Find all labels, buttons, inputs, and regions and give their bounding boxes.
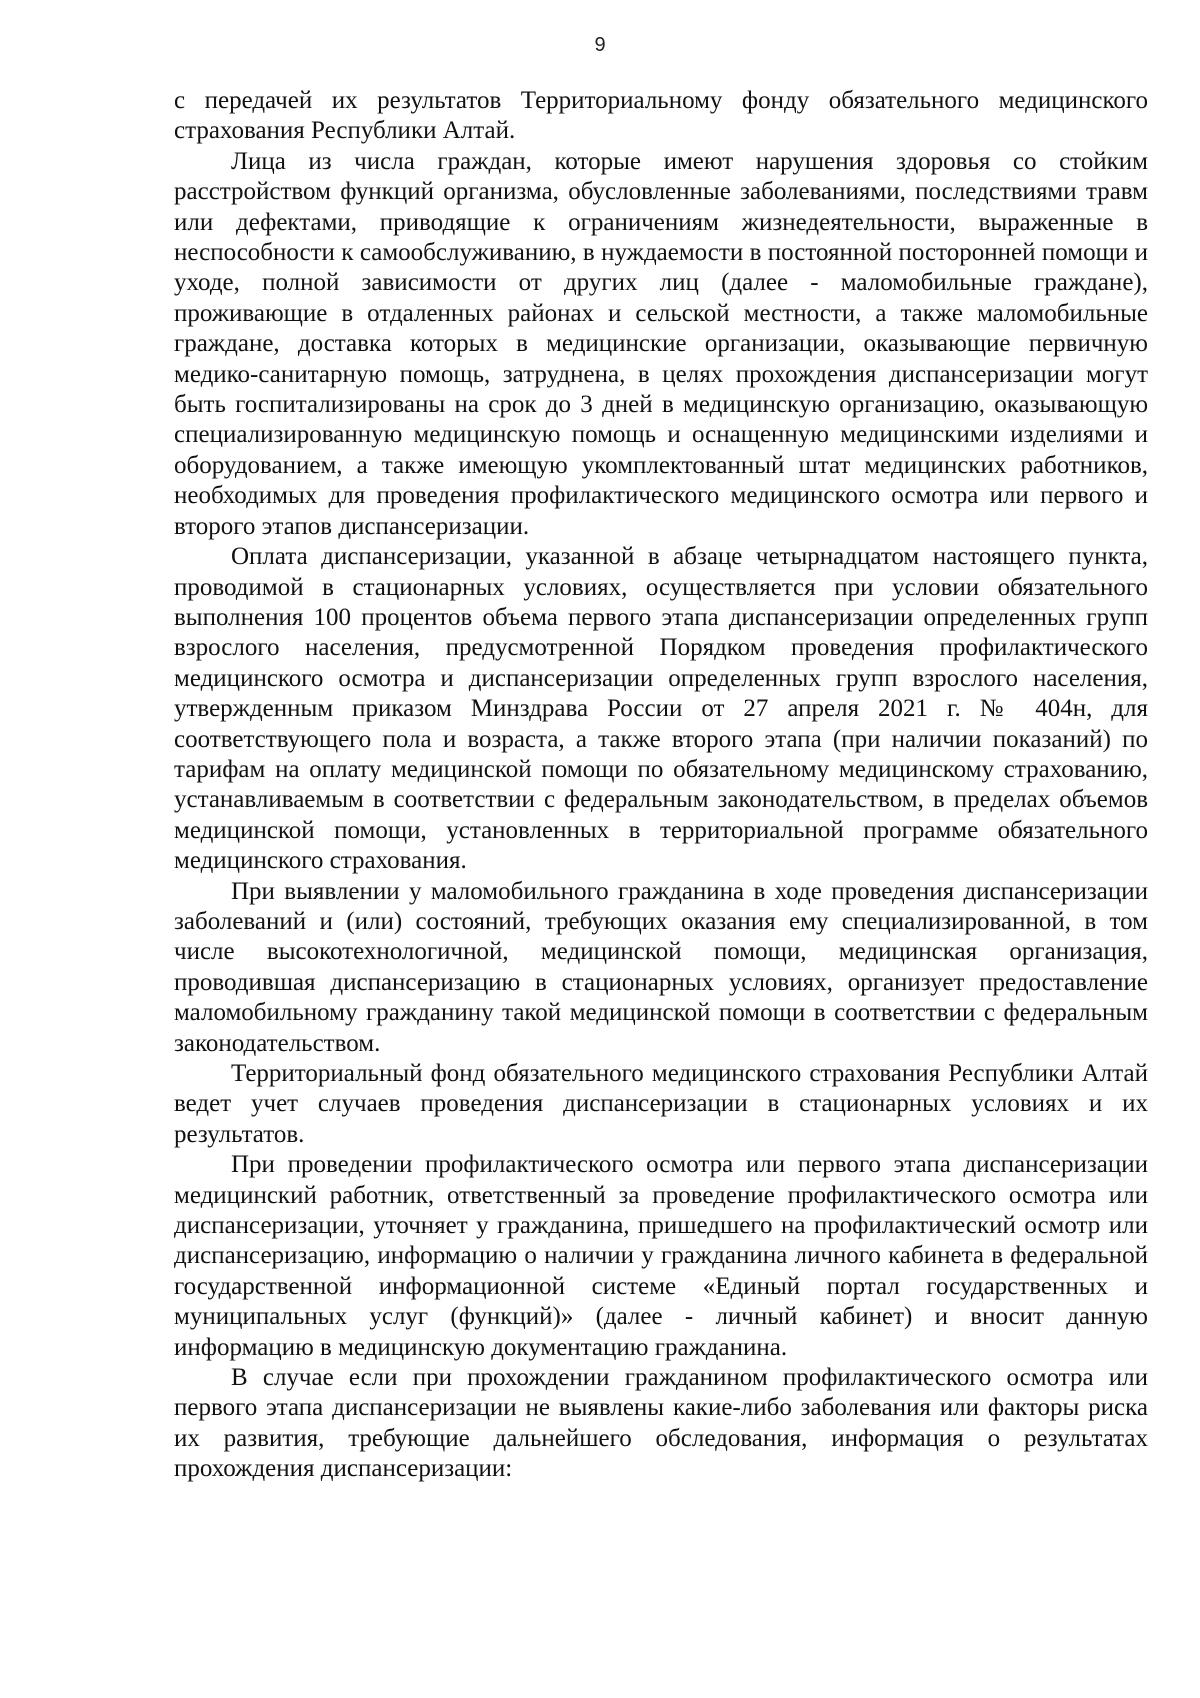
paragraph-fund-records: Территориальный фонд обязательного медицинского страхования Республики Алтай ведет учет случаев проведения диспансеризации в стационарных условиях и их результатов.	[174, 1060, 1148, 1148]
paragraph-continuation: с передачей их результатов Территориальному фонду обязательного медицинского страхования Республики Алтай.	[174, 87, 1148, 145]
paragraph-personal-account: При проведении профилактического осмотра или первого этапа диспансеризации медицинский работник, ответственный за проведение профилактического осмотра или диспансеризации, уточняет у гражданина, пришедшего на профилактический осмотр или диспансеризацию, информацию о наличии у гражданина личного кабинета в федеральной государственной информационной системе «Единый портал государственных и муниципальных услуг (функций)» (далее - личный кабинет) и вносит данную информацию в медицинскую документацию гражданина.	[174, 1151, 1148, 1361]
paragraph-low-mobility-citizens: Лица из числа граждан, которые имеют нарушения здоровья со стойким расстройством функций организма, обусловленные заболеваниями, последствиями травм или дефектами, приводящие к ограничениям жизнедеятельности, выраженные в неспособности к самообслуживанию, в нуждаемости в постоянной посторонней помощи и уходе, полной зависимости от других лиц (далее - маломобильные граждане), проживающие в отдаленных районах и сельской местности, а также маломобильные граждане, доставка которых в медицинские организации, оказывающие первичную медико-санитарную помощь, затруднена, в целях прохождения диспансеризации могут быть госпитализированы на срок до 3 дней в медицинскую организацию, оказывающую специализированную медицинскую помощь и оснащенную медицинскими изделиями и оборудованием, а также имеющую укомплектованный штат медицинских работников, необходимых для проведения профилактического медицинского осмотра или первого и второго этапов диспансеризации.	[174, 147, 1148, 540]
paragraph-payment: Оплата диспансеризации, указанной в абзаце четырнадцатом настоящего пункта, проводимой в стационарных условиях, осуществляется при условии обязательного выполнения 100 процентов объема первого этапа диспансеризации определенных групп взрослого населения, предусмотренной Порядком проведения профилактического медицинского осмотра и диспансеризации определенных групп взрослого населения, утвержденным приказом Минздрава России от 27 апреля 2021 г. № 404н, для соответствующего пола и возраста, а также второго этапа (при наличии показаний) по тарифам на оплату медицинской помощи по обязательному медицинскому страхованию, устанавливаемым в соответствии с федеральным законодательством, в пределах объемов медицинской помощи, установленных в территориальной программе обязательного медицинского страхования.	[174, 543, 1148, 875]
paragraph-results-info: В случае если при прохождении гражданином профилактического осмотра или первого этапа диспансеризации не выявлены какие-либо заболевания или факторы риска их развития, требующие дальнейшего обследования, информация о результатах прохождения диспансеризации:	[174, 1364, 1148, 1483]
page-number: 9	[594, 34, 606, 56]
document-body	[174, 86, 1148, 1485]
paragraph-specialized-care: При выявлении у маломобильного гражданина в ходе проведения диспансеризации заболеваний и (или) состояний, требующих оказания ему специализированной, в том числе высокотехнологичной, медицинской помощи, медицинская организация, проводившая диспансеризацию в стационарных условиях, организует предоставление маломобильному гражданину такой медицинской помощи в соответствии с федеральным законодательством.	[174, 877, 1148, 1057]
